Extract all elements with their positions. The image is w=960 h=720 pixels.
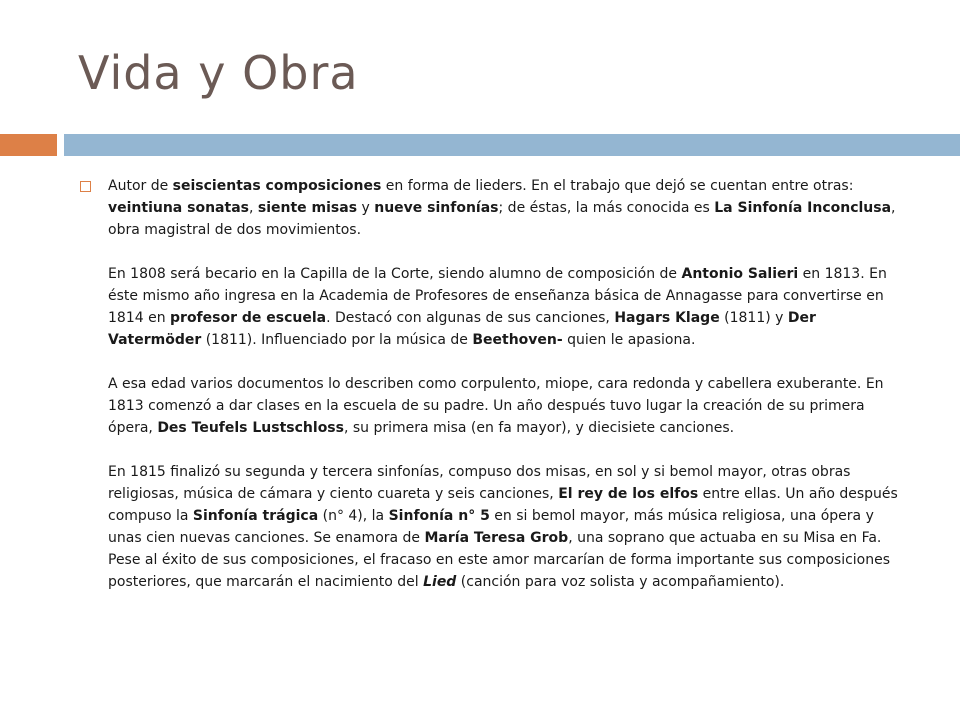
text-run: y <box>357 200 375 216</box>
paragraph <box>108 373 908 439</box>
text-run: (n° 4), la <box>318 508 389 524</box>
bold-text: seiscientas composiciones <box>172 178 382 194</box>
bold-text: Hagars Klage <box>614 310 720 326</box>
accent-bar-blue <box>64 134 960 156</box>
text-run: , obra magistral de dos movimientos. <box>108 200 896 238</box>
bold-text: Des Teufels Lustschloss <box>157 420 344 436</box>
bold-text: Sinfonía n° 5 <box>388 508 490 524</box>
bullet-text <box>108 175 908 593</box>
bold-text: María Teresa Grob <box>424 530 569 546</box>
bold-text: veintiuna sonatas <box>108 200 249 216</box>
text-run: Autor de <box>108 178 173 194</box>
square-bullet-icon <box>80 181 91 192</box>
paragraph <box>108 175 908 241</box>
text-run: (1811) y <box>719 310 788 326</box>
paragraph <box>108 461 908 593</box>
bold-text: El rey de los elfos <box>558 486 699 502</box>
bold-text: Sinfonía trágica <box>192 508 319 524</box>
text-run: en 1813. En éste mismo año ingresa en la Academia de Profesores de enseñanza básica de Annagasse para convertirse en 1814 en <box>108 266 887 326</box>
bold-text <box>423 574 456 590</box>
paragraph <box>108 263 908 351</box>
text-run: , <box>248 200 258 216</box>
content-area <box>80 175 920 593</box>
text-run: . Destacó con algunas de sus canciones, <box>326 310 615 326</box>
text-run: (1811). Influenciado por la música de <box>201 332 473 348</box>
bold-text: Beethoven- <box>472 332 563 348</box>
bold-text: profesor de escuela <box>170 310 327 326</box>
text-run: , su primera misa (en fa mayor), y diecisiete canciones. <box>343 420 735 436</box>
text-run: En 1815 finalizó su segunda y tercera sinfonías, compuso dos misas, en sol y si bemol mayor, otras obras religiosas, música de cámara y ciento cuareta y seis canciones, <box>108 464 851 502</box>
emphasis-text: Lied <box>423 574 457 590</box>
bold-text: nueve sinfonías <box>374 200 499 216</box>
text-run: entre ellas. Un año después compuso la <box>108 486 898 524</box>
text-run: A esa edad varios documentos lo describen como corpulento, miope, cara redonda y cabellera exuberante. En 1813 comenzó a dar clases en la escuela de su padre. Un año después tuvo lugar la creación de su primera ópera, <box>108 376 884 436</box>
text-run: (canción para voz solista y acompañamiento). <box>456 574 785 590</box>
bullet-item <box>80 175 920 593</box>
bold-text: Der Vatermöder <box>108 310 816 348</box>
text-run: quien le apasiona. <box>562 332 696 348</box>
text-run: ; de éstas, la más conocida es <box>498 200 715 216</box>
text-run: , una soprano que actuaba en su Misa en Fa. Pese al éxito de sus composiciones, el fracaso en este amor marcarían de forma importante sus composiciones posteriores, que marcarán el nacimiento del <box>108 530 891 590</box>
text-run: En 1808 será becario en la Capilla de la Corte, siendo alumno de composición de <box>108 266 682 282</box>
bold-text: La Sinfonía Inconclusa <box>714 200 892 216</box>
text-run: en si bemol mayor, más música religiosa, una ópera y unas cien nuevas canciones. Se enamora de <box>108 508 874 546</box>
slide-title: Vida y Obra <box>78 46 359 100</box>
bold-text: siente misas <box>257 200 358 216</box>
bold-text: Antonio Salieri <box>681 266 799 282</box>
text-run: en forma de lieders. En el trabajo que dejó se cuentan entre otras: <box>381 178 854 194</box>
accent-bar-orange <box>0 134 57 156</box>
